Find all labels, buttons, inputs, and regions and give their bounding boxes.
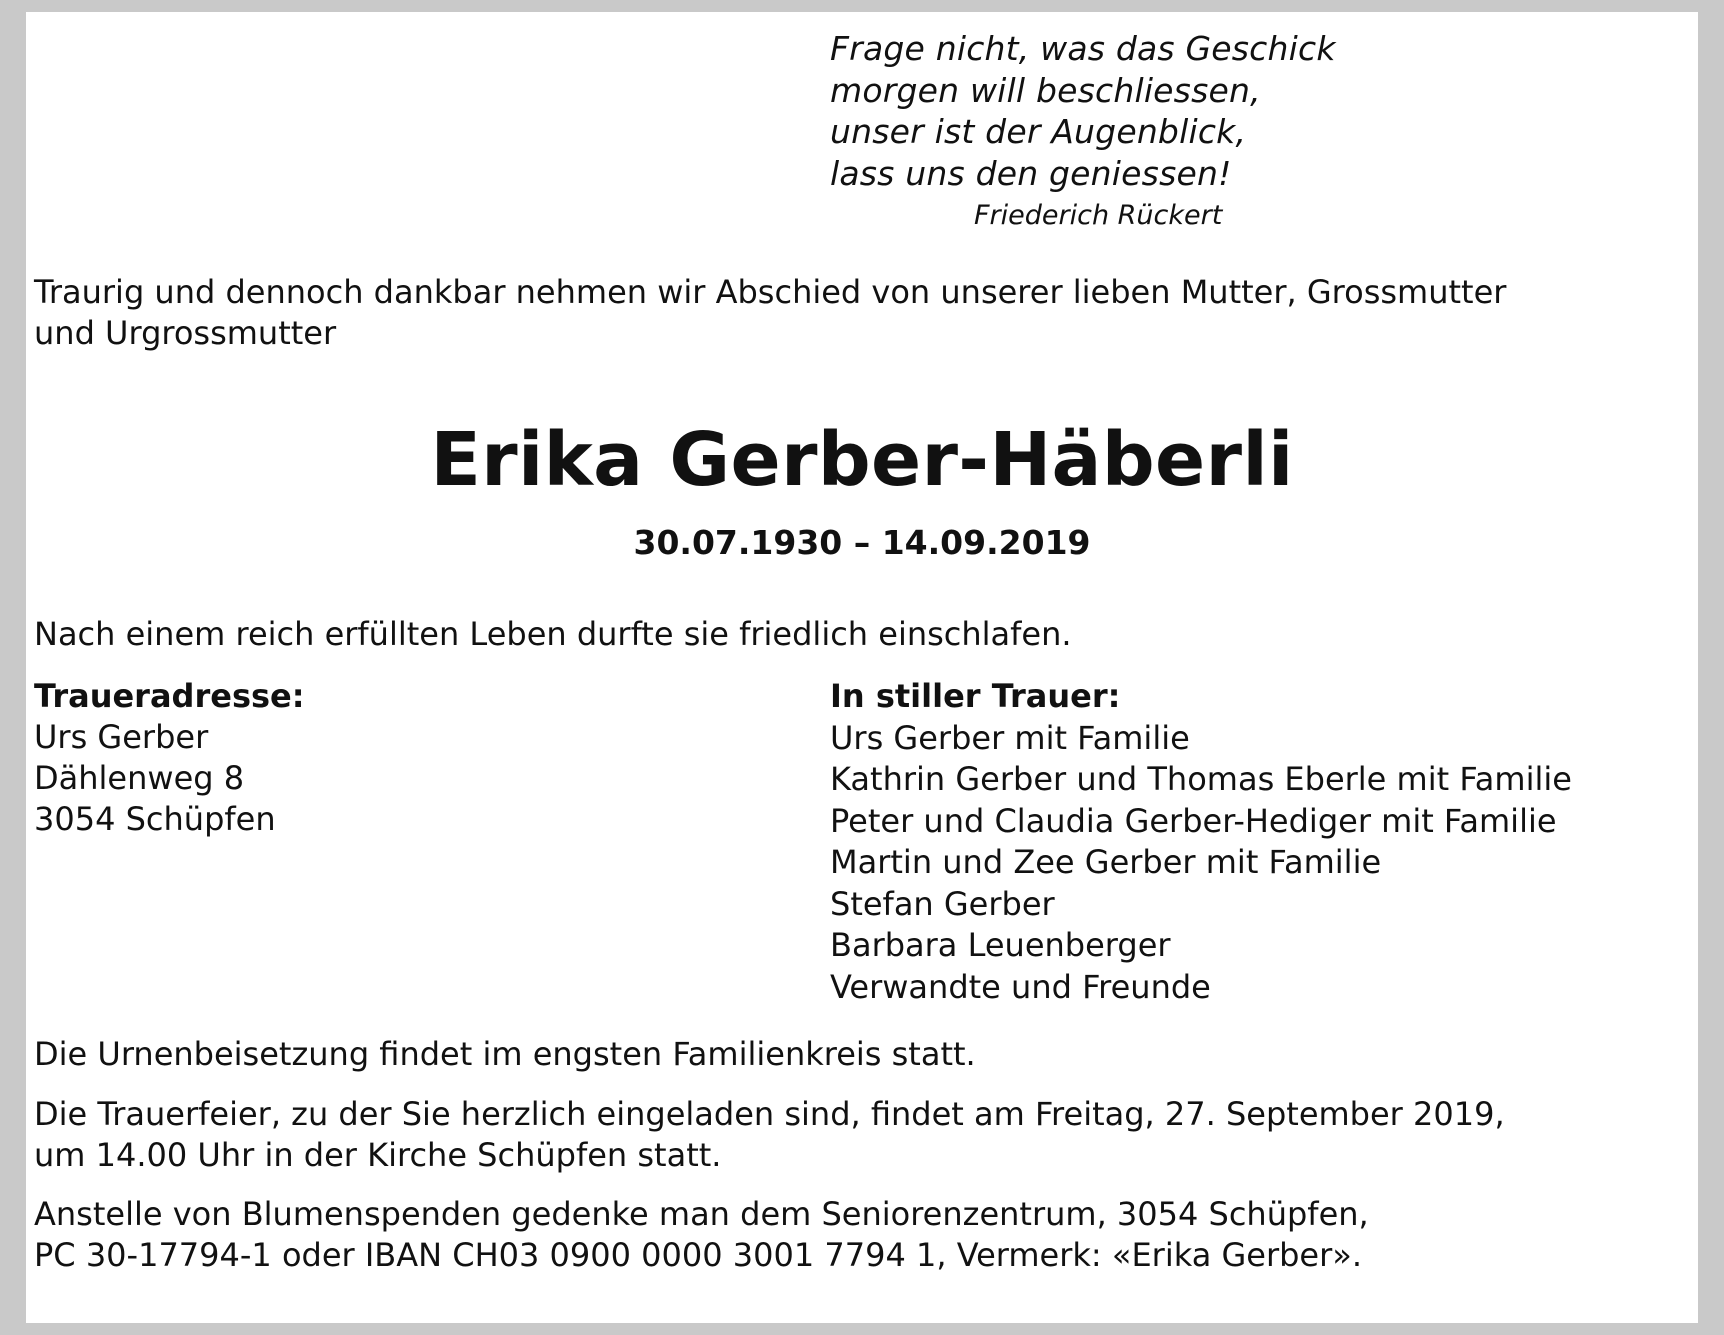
mourner-entry: Verwandte und Freunde: [830, 967, 1211, 1006]
mourner-entry: Barbara Leuenberger: [830, 926, 1171, 964]
life-dates: 30.07.1930 – 14.09.2019: [633, 523, 1091, 562]
motto-line: lass uns den geniessen!: [830, 153, 1232, 193]
motto-line: unser ist der Augenblick,: [830, 112, 1247, 151]
donation-line: Anstelle von Blumenspenden gedenke man dem Seniorenzentrum, 3054 Schüpfen,: [34, 1195, 1369, 1233]
address-line: Urs Gerber: [34, 718, 209, 756]
life-statement: Nach einem reich erfüllten Leben durfte sie friedlich einschlafen.: [34, 615, 1072, 653]
intro-line: Traurig und dennoch dankbar nehmen wir Abschied von unserer lieben Mutter, Grossmutter: [34, 273, 1507, 311]
mourner-entry: Stefan Gerber: [830, 884, 1055, 923]
mourners-list: [830, 676, 1572, 1008]
intro-line: und Urgrossmutter: [34, 314, 337, 352]
deceased-name: Erika Gerber-Häberli: [430, 417, 1294, 503]
address-heading: Traueradresse:: [34, 677, 305, 715]
address-line: Dählenweg 8: [34, 759, 245, 797]
mourner-entry: Peter und Claudia Gerber-Hediger mit Familie: [830, 801, 1557, 840]
motto-author: Friederich Rückert: [974, 200, 1223, 231]
ceremony-line: Die Trauerfeier, zu der Sie herzlich eingeladen sind, findet am Freitag, 27. September 2019,: [34, 1095, 1505, 1133]
mourner-entry: Martin und Zee Gerber mit Familie: [830, 843, 1382, 881]
ceremony-notice: [34, 1094, 1505, 1176]
mourners-heading: In stiller Trauer:: [830, 677, 1121, 715]
ceremony-line: um 14.00 Uhr in der Kirche Schüpfen statt.: [34, 1136, 722, 1174]
donation-notice: [34, 1194, 1369, 1276]
mourning-address: [34, 676, 305, 840]
motto-line: morgen will beschliessen,: [830, 70, 1261, 110]
intro-text: [34, 272, 1506, 354]
address-line: 3054 Schüpfen: [34, 800, 276, 838]
donation-line: PC 30-17794-1 oder IBAN CH03 0900 0000 3001 7794 1, Vermerk: «Erika Gerber».: [34, 1236, 1363, 1274]
motto-line: Frage nicht, was das Geschick: [830, 29, 1336, 68]
mourner-entry: Urs Gerber mit Familie: [830, 718, 1190, 757]
mourner-entry: Kathrin Gerber und Thomas Eberle mit Familie: [830, 760, 1572, 798]
motto-quote: [830, 28, 1336, 194]
burial-notice: Die Urnenbeisetzung findet im engsten Familienkreis statt.: [34, 1035, 976, 1073]
